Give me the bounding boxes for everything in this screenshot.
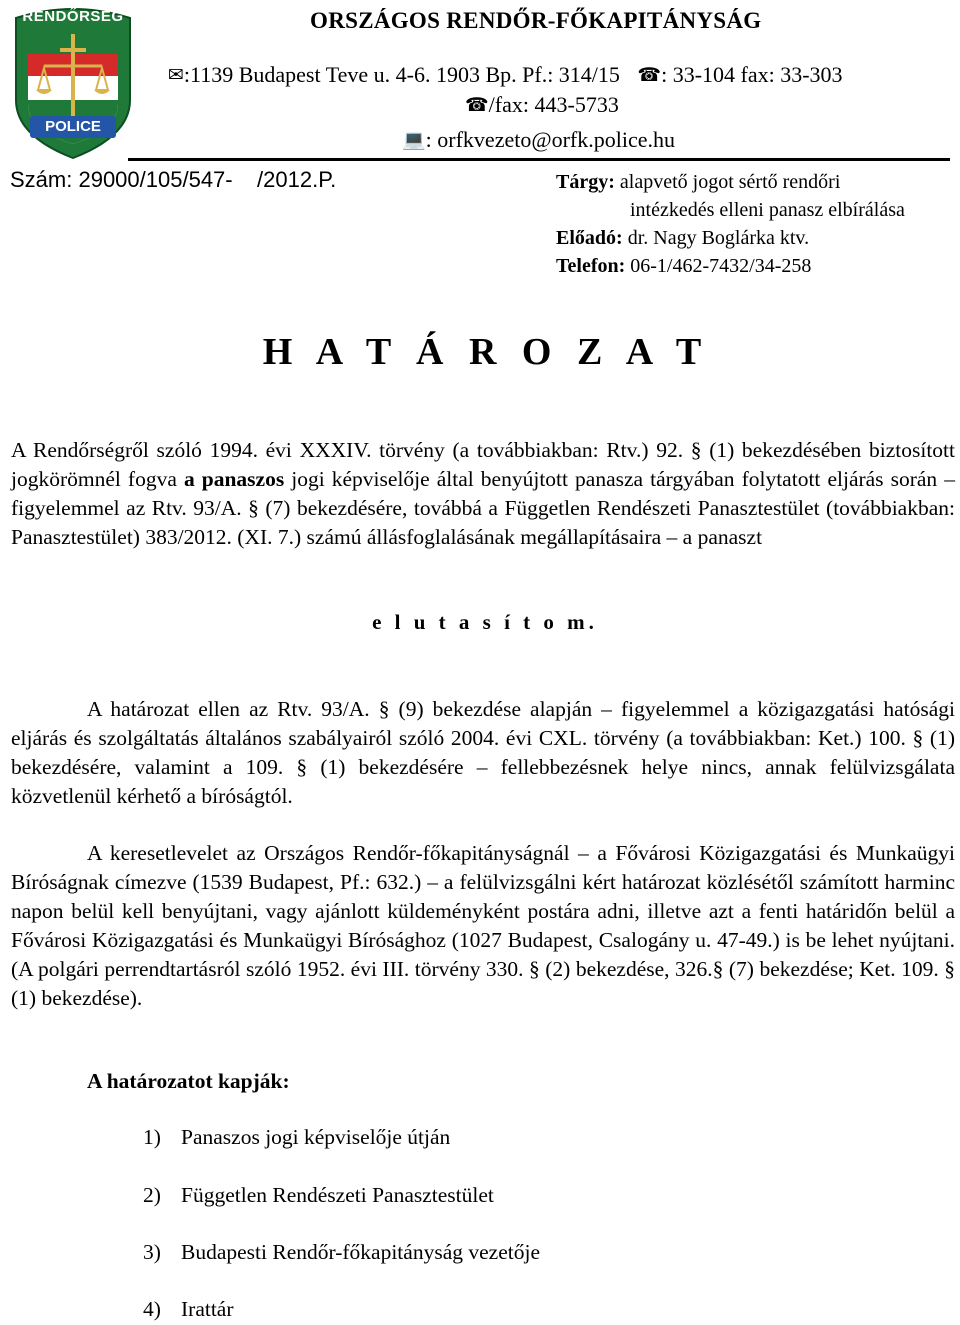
recipient-number: 4)	[143, 1297, 161, 1321]
targy-value-2: intézkedés elleni panasz elbírálása	[630, 199, 905, 221]
case-number	[10, 167, 336, 193]
paragraph-3: A keresetlevelet az Országos Rendőr-főkapitányságnál – a Fővárosi Közigazgatási és Munkaügyi Bíróságnak címezve (1539 Budapest, Pf.: 632.) – a felülvizsgálni kért határozat közlésétől számított harminc napon belül kell benyújtani, vagy ajánlott küldeményként postára adni, illetve azt a fenti határidőn belül a Fővárosi Közigazgatási és Munkaügyi Bírósághoz (1027 Budapest, Csalogány u. 47-49.) is be lehet nyújtani. (A polgári perrendtartásról szóló 1952. évi III. törvény 330. § (2) bekezdése, 326.§ (7) bekezdése; Ket. 109. § (1) bekezdése).	[11, 841, 955, 1010]
computer-icon: 💻	[402, 129, 426, 151]
recipients-heading: A határozatot kapják:	[87, 1069, 290, 1093]
recipient-number: 1)	[143, 1125, 161, 1149]
recipient-number: 3)	[143, 1240, 161, 1264]
decision-text: e l u t a s í t o m.	[372, 610, 598, 634]
recipient-item	[143, 1125, 450, 1150]
organization-name: ORSZÁGOS RENDŐR-FŐKAPITÁNYSÁG	[310, 8, 762, 33]
phone-text: : 33-104 fax: 33-303	[661, 62, 843, 87]
paragraph-2: A határozat ellen az Rtv. 93/A. § (9) bekezdése alapján – figyelemmel a közigazgatási hatósági eljárás és szolgáltatás általános szabályairól szóló 2004. évi CXL. törvény (a továbbiakban: Ket.) 100. § (1) bekezdésére, valamint a 109. § (1) bekezdésére – fellebbezésnek helye nincs, annak felülvizsgálata közvetlenül kérhető a bíróságtól.	[11, 697, 955, 808]
recipient-item	[143, 1240, 540, 1265]
targy-label: Tárgy:	[556, 171, 615, 193]
email-text: : orfkvezeto@orfk.police.hu	[425, 127, 676, 152]
envelope-icon: ✉	[168, 64, 184, 86]
recipient-text: Budapesti Rendőr-főkapitányság vezetője	[181, 1240, 540, 1264]
logo-top-text: RENDŐRSÉG	[22, 8, 124, 25]
szam-label: Szám:	[10, 167, 73, 192]
targy-value: alapvető jogot sértő rendőri	[614, 171, 841, 193]
fax-text: /fax: 443-5733	[488, 92, 619, 117]
recipient-text: Független Rendészeti Panasztestület	[181, 1183, 494, 1207]
paragraph-1	[11, 436, 955, 552]
address-text: :1139 Budapest Teve u. 4-6. 1903 Bp. Pf.: 314/15	[183, 62, 620, 87]
subject-block	[556, 168, 905, 280]
eloado-label: Előadó:	[556, 227, 623, 249]
header-divider	[128, 158, 950, 161]
recipient-text: Irattár	[181, 1297, 234, 1321]
email-line	[402, 127, 675, 153]
recipient-number: 2)	[143, 1183, 161, 1207]
telefon-value: 06-1/462-7432/34-258	[625, 255, 812, 277]
document-title: H A T Á R O Z A T	[262, 331, 710, 373]
telefon-label: Telefon:	[556, 255, 626, 277]
phone-icon: ☎	[637, 64, 662, 86]
police-logo	[10, 4, 136, 160]
recipient-item	[143, 1297, 234, 1322]
address-line	[168, 62, 843, 88]
eloado-value: dr. Nagy Boglárka ktv.	[622, 227, 810, 249]
fax-line	[465, 92, 619, 118]
recipient-text: Panaszos jogi képviselője útján	[181, 1125, 451, 1149]
para1-bold: a panaszos	[183, 467, 285, 491]
szam-value: 29000/105/547- /2012.P.	[72, 167, 337, 192]
para1-part-b: jogi képviselője által benyújtott panasza tárgyában folytatott eljárás során – figyelemmel az Rtv. 93/A. § (7) bekezdésére, továbbá a Független Rendészeti Panasztestület (továbbiakban: Panasztestület) 383/2012. (XI. 7.) számú állásfoglalásának megállapításaira – a panaszt	[11, 467, 955, 549]
phone-icon: ☎	[465, 94, 489, 116]
recipient-item	[143, 1183, 494, 1208]
logo-police-text: POLICE	[45, 118, 101, 135]
para1-part-a: A Rendőrségről szóló 1994. évi XXXIV. törvény (a továbbiakban: Rtv.) 92. § (1) bekezdésében biztosított jogkörömnél fogva	[11, 438, 955, 491]
police-shield-icon	[10, 4, 136, 160]
